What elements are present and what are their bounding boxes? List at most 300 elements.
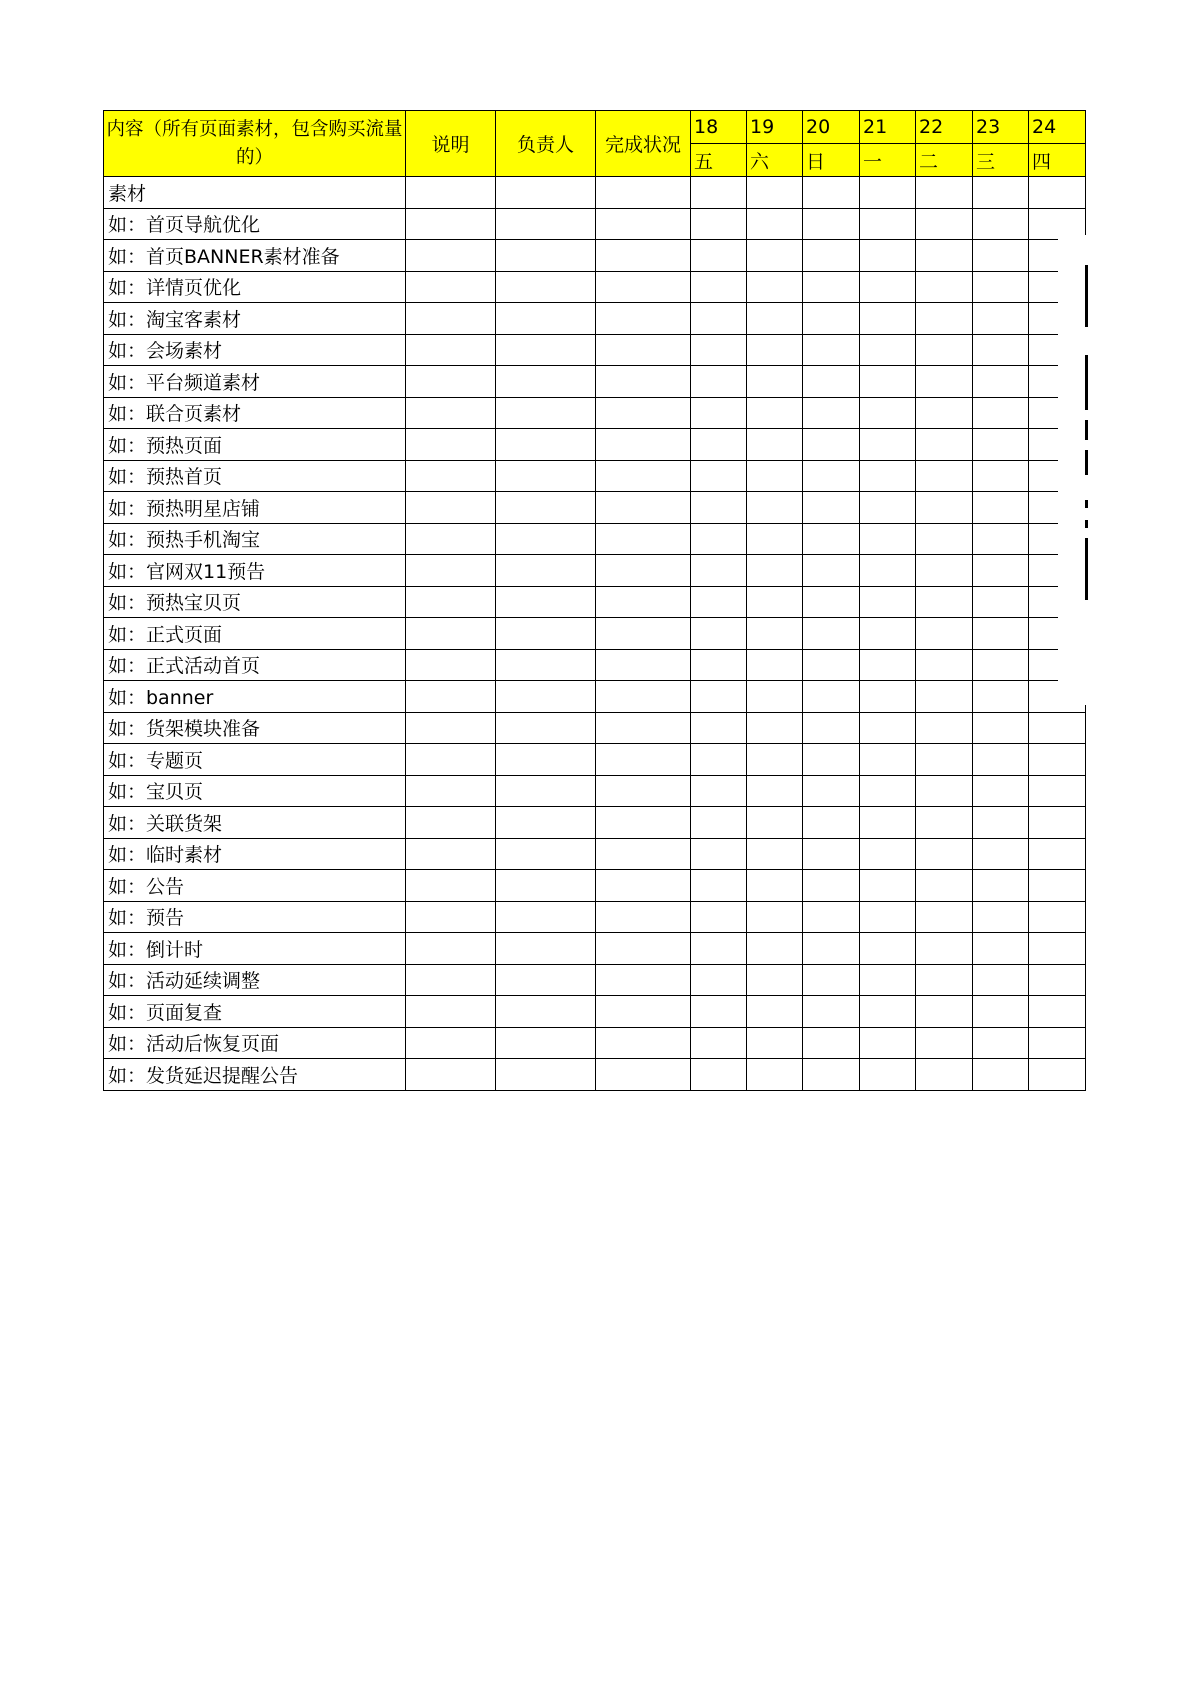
empty-cell[interactable] — [496, 523, 596, 555]
empty-cell[interactable] — [916, 271, 973, 303]
empty-cell[interactable] — [691, 492, 747, 524]
empty-cell[interactable] — [406, 901, 496, 933]
header-date[interactable]: 22 — [916, 111, 973, 144]
empty-cell[interactable] — [860, 1059, 916, 1091]
empty-cell[interactable] — [747, 838, 803, 870]
empty-cell[interactable] — [596, 586, 691, 618]
empty-cell[interactable] — [860, 1027, 916, 1059]
empty-cell[interactable] — [747, 586, 803, 618]
empty-cell[interactable] — [496, 397, 596, 429]
empty-cell[interactable] — [406, 964, 496, 996]
empty-cell[interactable] — [596, 807, 691, 839]
empty-cell[interactable] — [747, 240, 803, 272]
empty-cell[interactable] — [596, 964, 691, 996]
empty-cell[interactable] — [803, 996, 860, 1028]
empty-cell[interactable] — [691, 177, 747, 209]
empty-cell[interactable] — [916, 996, 973, 1028]
empty-cell[interactable] — [860, 870, 916, 902]
header-date[interactable]: 24 — [1029, 111, 1086, 144]
empty-cell[interactable] — [691, 712, 747, 744]
empty-cell[interactable] — [916, 240, 973, 272]
empty-cell[interactable] — [860, 775, 916, 807]
empty-cell[interactable] — [406, 271, 496, 303]
empty-cell[interactable] — [596, 870, 691, 902]
empty-cell[interactable] — [747, 744, 803, 776]
empty-cell[interactable] — [406, 838, 496, 870]
row-content-cell[interactable]: 如：预热页面 — [104, 429, 406, 461]
empty-cell[interactable] — [916, 334, 973, 366]
row-content-cell[interactable]: 如：详情页优化 — [104, 271, 406, 303]
empty-cell[interactable] — [406, 366, 496, 398]
empty-cell[interactable] — [747, 397, 803, 429]
empty-cell[interactable] — [973, 240, 1029, 272]
empty-cell[interactable] — [747, 712, 803, 744]
header-date[interactable]: 18 — [691, 111, 747, 144]
empty-cell[interactable] — [747, 366, 803, 398]
header-weekday[interactable]: 二 — [916, 144, 973, 177]
row-content-cell[interactable]: 如：预热手机淘宝 — [104, 523, 406, 555]
empty-cell[interactable] — [1029, 901, 1086, 933]
empty-cell[interactable] — [1029, 712, 1086, 744]
empty-cell[interactable] — [973, 334, 1029, 366]
empty-cell[interactable] — [747, 807, 803, 839]
empty-cell[interactable] — [496, 649, 596, 681]
empty-cell[interactable] — [691, 996, 747, 1028]
empty-cell[interactable] — [596, 334, 691, 366]
empty-cell[interactable] — [496, 177, 596, 209]
empty-cell[interactable] — [973, 744, 1029, 776]
header-weekday[interactable]: 一 — [860, 144, 916, 177]
empty-cell[interactable] — [916, 1059, 973, 1091]
empty-cell[interactable] — [973, 429, 1029, 461]
empty-cell[interactable] — [496, 1027, 596, 1059]
empty-cell[interactable] — [803, 901, 860, 933]
empty-cell[interactable] — [596, 1059, 691, 1091]
empty-cell[interactable] — [803, 807, 860, 839]
empty-cell[interactable] — [406, 996, 496, 1028]
empty-cell[interactable] — [596, 775, 691, 807]
empty-cell[interactable] — [747, 492, 803, 524]
empty-cell[interactable] — [691, 303, 747, 335]
empty-cell[interactable] — [496, 870, 596, 902]
empty-cell[interactable] — [747, 901, 803, 933]
empty-cell[interactable] — [406, 744, 496, 776]
empty-cell[interactable] — [747, 523, 803, 555]
empty-cell[interactable] — [496, 744, 596, 776]
empty-cell[interactable] — [1029, 807, 1086, 839]
empty-cell[interactable] — [496, 618, 596, 650]
empty-cell[interactable] — [596, 366, 691, 398]
empty-cell[interactable] — [860, 177, 916, 209]
empty-cell[interactable] — [496, 429, 596, 461]
empty-cell[interactable] — [691, 1059, 747, 1091]
empty-cell[interactable] — [916, 523, 973, 555]
empty-cell[interactable] — [596, 240, 691, 272]
row-content-cell[interactable]: 如：预热宝贝页 — [104, 586, 406, 618]
row-content-cell[interactable]: 如：正式页面 — [104, 618, 406, 650]
empty-cell[interactable] — [596, 460, 691, 492]
empty-cell[interactable] — [496, 555, 596, 587]
empty-cell[interactable] — [803, 523, 860, 555]
empty-cell[interactable] — [803, 208, 860, 240]
row-content-cell[interactable]: 如：会场素材 — [104, 334, 406, 366]
empty-cell[interactable] — [406, 681, 496, 713]
empty-cell[interactable] — [406, 555, 496, 587]
header-weekday[interactable]: 四 — [1029, 144, 1086, 177]
empty-cell[interactable] — [973, 271, 1029, 303]
empty-cell[interactable] — [803, 586, 860, 618]
empty-cell[interactable] — [916, 397, 973, 429]
row-content-cell[interactable]: 如：官网双11预告 — [104, 555, 406, 587]
empty-cell[interactable] — [496, 933, 596, 965]
empty-cell[interactable] — [406, 523, 496, 555]
empty-cell[interactable] — [747, 681, 803, 713]
empty-cell[interactable] — [691, 681, 747, 713]
empty-cell[interactable] — [691, 555, 747, 587]
empty-cell[interactable] — [916, 775, 973, 807]
empty-cell[interactable] — [496, 964, 596, 996]
empty-cell[interactable] — [916, 744, 973, 776]
empty-cell[interactable] — [860, 838, 916, 870]
empty-cell[interactable] — [596, 901, 691, 933]
empty-cell[interactable] — [973, 681, 1029, 713]
empty-cell[interactable] — [916, 303, 973, 335]
empty-cell[interactable] — [691, 397, 747, 429]
row-content-cell[interactable]: 如：发货延迟提醒公告 — [104, 1059, 406, 1091]
empty-cell[interactable] — [747, 933, 803, 965]
row-content-cell[interactable]: 如：平台频道素材 — [104, 366, 406, 398]
empty-cell[interactable] — [973, 523, 1029, 555]
empty-cell[interactable] — [973, 208, 1029, 240]
empty-cell[interactable] — [747, 303, 803, 335]
empty-cell[interactable] — [747, 208, 803, 240]
row-content-cell[interactable]: 素材 — [104, 177, 406, 209]
empty-cell[interactable] — [406, 1027, 496, 1059]
empty-cell[interactable] — [860, 996, 916, 1028]
empty-cell[interactable] — [803, 429, 860, 461]
row-content-cell[interactable]: 如：专题页 — [104, 744, 406, 776]
empty-cell[interactable] — [406, 1059, 496, 1091]
empty-cell[interactable] — [691, 870, 747, 902]
empty-cell[interactable] — [1029, 1027, 1086, 1059]
empty-cell[interactable] — [860, 240, 916, 272]
empty-cell[interactable] — [496, 712, 596, 744]
empty-cell[interactable] — [916, 933, 973, 965]
row-content-cell[interactable]: 如：预告 — [104, 901, 406, 933]
empty-cell[interactable] — [691, 334, 747, 366]
empty-cell[interactable] — [860, 208, 916, 240]
empty-cell[interactable] — [803, 397, 860, 429]
empty-cell[interactable] — [596, 555, 691, 587]
empty-cell[interactable] — [860, 681, 916, 713]
empty-cell[interactable] — [406, 586, 496, 618]
empty-cell[interactable] — [973, 303, 1029, 335]
empty-cell[interactable] — [691, 649, 747, 681]
empty-cell[interactable] — [803, 649, 860, 681]
empty-cell[interactable] — [860, 460, 916, 492]
empty-cell[interactable] — [496, 240, 596, 272]
empty-cell[interactable] — [803, 303, 860, 335]
row-content-cell[interactable]: 如：首页BANNER素材准备 — [104, 240, 406, 272]
empty-cell[interactable] — [691, 901, 747, 933]
row-content-cell[interactable]: 如：倒计时 — [104, 933, 406, 965]
header-content[interactable]: 内容（所有页面素材，包含购买流量的） — [104, 111, 406, 177]
empty-cell[interactable] — [860, 492, 916, 524]
empty-cell[interactable] — [596, 271, 691, 303]
empty-cell[interactable] — [496, 366, 596, 398]
empty-cell[interactable] — [916, 712, 973, 744]
empty-cell[interactable] — [860, 334, 916, 366]
empty-cell[interactable] — [406, 460, 496, 492]
empty-cell[interactable] — [406, 334, 496, 366]
empty-cell[interactable] — [860, 901, 916, 933]
empty-cell[interactable] — [973, 775, 1029, 807]
empty-cell[interactable] — [496, 901, 596, 933]
empty-cell[interactable] — [747, 618, 803, 650]
empty-cell[interactable] — [1029, 933, 1086, 965]
empty-cell[interactable] — [747, 870, 803, 902]
empty-cell[interactable] — [916, 901, 973, 933]
empty-cell[interactable] — [596, 1027, 691, 1059]
row-content-cell[interactable]: 如：临时素材 — [104, 838, 406, 870]
empty-cell[interactable] — [803, 712, 860, 744]
empty-cell[interactable] — [496, 681, 596, 713]
empty-cell[interactable] — [691, 366, 747, 398]
header-desc[interactable]: 说明 — [406, 111, 496, 177]
empty-cell[interactable] — [803, 492, 860, 524]
empty-cell[interactable] — [691, 523, 747, 555]
row-content-cell[interactable]: 如：首页导航优化 — [104, 208, 406, 240]
empty-cell[interactable] — [973, 1059, 1029, 1091]
empty-cell[interactable] — [406, 775, 496, 807]
empty-cell[interactable] — [1029, 996, 1086, 1028]
empty-cell[interactable] — [596, 429, 691, 461]
empty-cell[interactable] — [803, 1027, 860, 1059]
empty-cell[interactable] — [596, 744, 691, 776]
empty-cell[interactable] — [1029, 177, 1086, 209]
empty-cell[interactable] — [860, 271, 916, 303]
empty-cell[interactable] — [860, 429, 916, 461]
empty-cell[interactable] — [691, 838, 747, 870]
empty-cell[interactable] — [803, 964, 860, 996]
empty-cell[interactable] — [973, 649, 1029, 681]
empty-cell[interactable] — [406, 429, 496, 461]
empty-cell[interactable] — [1029, 870, 1086, 902]
empty-cell[interactable] — [596, 492, 691, 524]
empty-cell[interactable] — [406, 177, 496, 209]
empty-cell[interactable] — [803, 870, 860, 902]
row-content-cell[interactable]: 如：关联货架 — [104, 807, 406, 839]
empty-cell[interactable] — [973, 996, 1029, 1028]
empty-cell[interactable] — [916, 586, 973, 618]
empty-cell[interactable] — [803, 460, 860, 492]
empty-cell[interactable] — [596, 523, 691, 555]
row-content-cell[interactable]: 如：活动后恢复页面 — [104, 1027, 406, 1059]
header-weekday[interactable]: 五 — [691, 144, 747, 177]
empty-cell[interactable] — [496, 1059, 596, 1091]
empty-cell[interactable] — [803, 618, 860, 650]
empty-cell[interactable] — [496, 271, 596, 303]
empty-cell[interactable] — [747, 271, 803, 303]
empty-cell[interactable] — [973, 586, 1029, 618]
empty-cell[interactable] — [406, 649, 496, 681]
empty-cell[interactable] — [691, 1027, 747, 1059]
empty-cell[interactable] — [596, 618, 691, 650]
empty-cell[interactable] — [916, 492, 973, 524]
empty-cell[interactable] — [803, 555, 860, 587]
empty-cell[interactable] — [747, 649, 803, 681]
header-date[interactable]: 19 — [747, 111, 803, 144]
empty-cell[interactable] — [916, 618, 973, 650]
empty-cell[interactable] — [496, 996, 596, 1028]
row-content-cell[interactable]: 如：banner — [104, 681, 406, 713]
empty-cell[interactable] — [496, 838, 596, 870]
empty-cell[interactable] — [860, 303, 916, 335]
empty-cell[interactable] — [916, 366, 973, 398]
empty-cell[interactable] — [596, 649, 691, 681]
row-content-cell[interactable]: 如：页面复查 — [104, 996, 406, 1028]
empty-cell[interactable] — [916, 555, 973, 587]
empty-cell[interactable] — [747, 177, 803, 209]
empty-cell[interactable] — [973, 807, 1029, 839]
empty-cell[interactable] — [973, 555, 1029, 587]
empty-cell[interactable] — [973, 712, 1029, 744]
empty-cell[interactable] — [406, 208, 496, 240]
header-status[interactable]: 完成状况 — [596, 111, 691, 177]
empty-cell[interactable] — [860, 964, 916, 996]
header-date[interactable]: 23 — [973, 111, 1029, 144]
empty-cell[interactable] — [691, 744, 747, 776]
empty-cell[interactable] — [803, 775, 860, 807]
empty-cell[interactable] — [747, 996, 803, 1028]
empty-cell[interactable] — [496, 492, 596, 524]
empty-cell[interactable] — [860, 933, 916, 965]
empty-cell[interactable] — [691, 618, 747, 650]
empty-cell[interactable] — [406, 933, 496, 965]
empty-cell[interactable] — [596, 838, 691, 870]
empty-cell[interactable] — [973, 901, 1029, 933]
empty-cell[interactable] — [803, 838, 860, 870]
empty-cell[interactable] — [691, 208, 747, 240]
empty-cell[interactable] — [973, 397, 1029, 429]
empty-cell[interactable] — [916, 870, 973, 902]
empty-cell[interactable] — [747, 334, 803, 366]
empty-cell[interactable] — [1029, 1059, 1086, 1091]
empty-cell[interactable] — [406, 240, 496, 272]
empty-cell[interactable] — [803, 271, 860, 303]
empty-cell[interactable] — [596, 208, 691, 240]
empty-cell[interactable] — [973, 492, 1029, 524]
empty-cell[interactable] — [860, 523, 916, 555]
empty-cell[interactable] — [973, 838, 1029, 870]
empty-cell[interactable] — [496, 775, 596, 807]
empty-cell[interactable] — [406, 618, 496, 650]
empty-cell[interactable] — [916, 681, 973, 713]
empty-cell[interactable] — [803, 681, 860, 713]
header-owner[interactable]: 负责人 — [496, 111, 596, 177]
empty-cell[interactable] — [973, 618, 1029, 650]
empty-cell[interactable] — [691, 586, 747, 618]
empty-cell[interactable] — [747, 775, 803, 807]
empty-cell[interactable] — [860, 366, 916, 398]
empty-cell[interactable] — [1029, 964, 1086, 996]
empty-cell[interactable] — [803, 240, 860, 272]
empty-cell[interactable] — [1029, 775, 1086, 807]
empty-cell[interactable] — [973, 870, 1029, 902]
row-content-cell[interactable]: 如：货架模块准备 — [104, 712, 406, 744]
header-weekday[interactable]: 三 — [973, 144, 1029, 177]
empty-cell[interactable] — [973, 366, 1029, 398]
empty-cell[interactable] — [1029, 744, 1086, 776]
empty-cell[interactable] — [860, 712, 916, 744]
empty-cell[interactable] — [916, 177, 973, 209]
empty-cell[interactable] — [803, 933, 860, 965]
empty-cell[interactable] — [596, 996, 691, 1028]
empty-cell[interactable] — [803, 366, 860, 398]
empty-cell[interactable] — [406, 397, 496, 429]
empty-cell[interactable] — [747, 460, 803, 492]
empty-cell[interactable] — [1029, 838, 1086, 870]
empty-cell[interactable] — [691, 460, 747, 492]
empty-cell[interactable] — [747, 555, 803, 587]
empty-cell[interactable] — [747, 1059, 803, 1091]
empty-cell[interactable] — [860, 555, 916, 587]
empty-cell[interactable] — [916, 807, 973, 839]
empty-cell[interactable] — [496, 208, 596, 240]
empty-cell[interactable] — [803, 177, 860, 209]
empty-cell[interactable] — [916, 460, 973, 492]
empty-cell[interactable] — [691, 775, 747, 807]
empty-cell[interactable] — [916, 429, 973, 461]
empty-cell[interactable] — [596, 681, 691, 713]
row-content-cell[interactable]: 如：正式活动首页 — [104, 649, 406, 681]
empty-cell[interactable] — [973, 933, 1029, 965]
empty-cell[interactable] — [691, 964, 747, 996]
header-weekday[interactable]: 六 — [747, 144, 803, 177]
row-content-cell[interactable]: 如：联合页素材 — [104, 397, 406, 429]
empty-cell[interactable] — [496, 334, 596, 366]
empty-cell[interactable] — [916, 838, 973, 870]
empty-cell[interactable] — [860, 807, 916, 839]
row-content-cell[interactable]: 如：宝贝页 — [104, 775, 406, 807]
empty-cell[interactable] — [916, 1027, 973, 1059]
empty-cell[interactable] — [747, 1027, 803, 1059]
empty-cell[interactable] — [496, 586, 596, 618]
empty-cell[interactable] — [916, 964, 973, 996]
empty-cell[interactable] — [860, 744, 916, 776]
empty-cell[interactable] — [860, 397, 916, 429]
empty-cell[interactable] — [860, 586, 916, 618]
empty-cell[interactable] — [406, 303, 496, 335]
empty-cell[interactable] — [596, 933, 691, 965]
empty-cell[interactable] — [406, 492, 496, 524]
empty-cell[interactable] — [973, 460, 1029, 492]
empty-cell[interactable] — [496, 460, 596, 492]
empty-cell[interactable] — [747, 964, 803, 996]
empty-cell[interactable] — [973, 177, 1029, 209]
empty-cell[interactable] — [406, 712, 496, 744]
empty-cell[interactable] — [596, 712, 691, 744]
row-content-cell[interactable]: 如：淘宝客素材 — [104, 303, 406, 335]
empty-cell[interactable] — [596, 177, 691, 209]
empty-cell[interactable] — [803, 334, 860, 366]
row-content-cell[interactable]: 如：公告 — [104, 870, 406, 902]
header-date[interactable]: 21 — [860, 111, 916, 144]
empty-cell[interactable] — [406, 807, 496, 839]
empty-cell[interactable] — [747, 429, 803, 461]
empty-cell[interactable] — [803, 1059, 860, 1091]
row-content-cell[interactable]: 如：活动延续调整 — [104, 964, 406, 996]
